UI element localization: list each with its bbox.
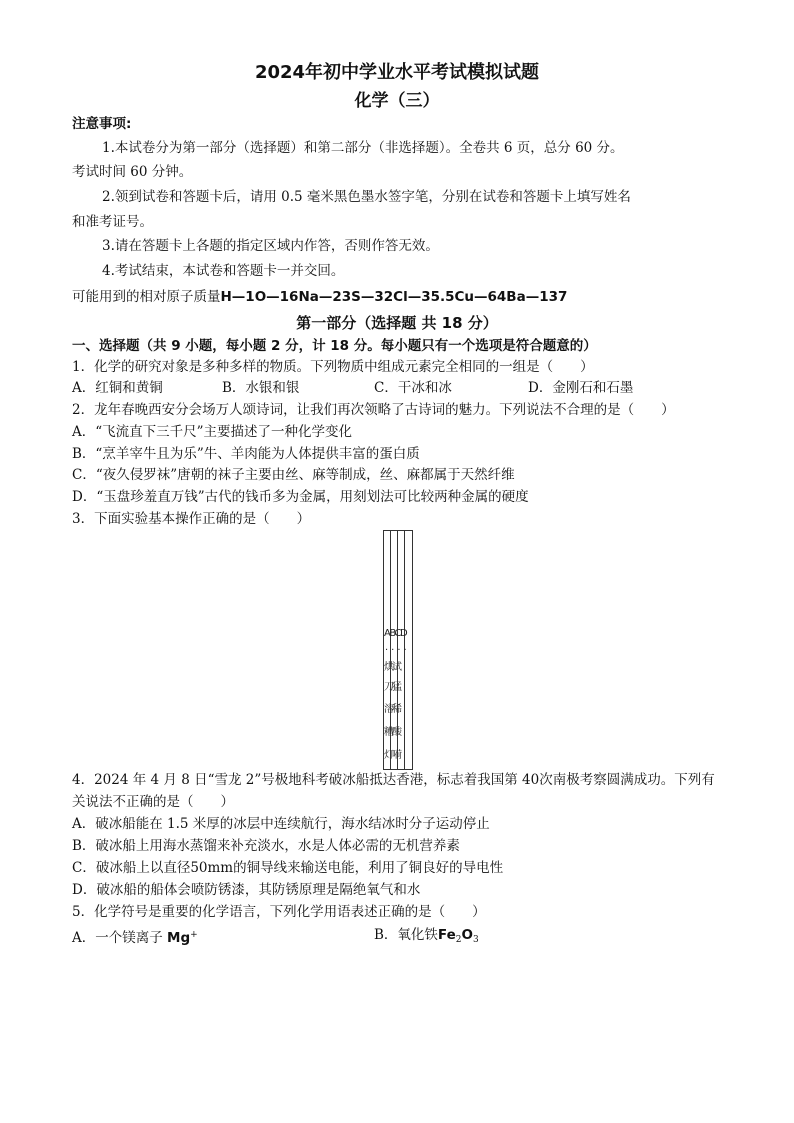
q5-option-a-text: A．一个镁离子 [72,930,168,946]
q4-option-b: B．破冰船上用海水蒸馏来补充淡水，水是人体必需的无机营养素 [72,838,460,854]
atomic-mass-line [72,286,567,308]
q2-option-c: C．“夜久侵罗袜”唐朝的袜子主要由丝、麻等制成，丝、麻都属于天然纤维 [72,467,515,483]
q2-option-a: A．“飞流直下三千尺”主要描述了一种化学变化 [72,424,353,440]
q3-table-row: 糟酸 [384,727,400,738]
q3-table-dots: .... [385,642,410,653]
q3-table-row: 溶稀 [384,704,400,715]
q2-option-b: B．“烹羊宰牛且为乐”牛、羊肉能为人体提供丰富的蛋白质 [72,446,420,462]
q5-option-a-charge: + [190,930,198,940]
atomic-mass-values: H—1O—16Na—23S—32Cl—35.5Cu—64Ba—137 [220,289,568,305]
exam-title: 2024年初中学业水平考试模拟试题 [254,62,540,83]
q5-option-b-formula-fe: Fe [437,927,456,943]
note-2: 2.领到试卷和答题卡后，请用 0.5 毫米黑色墨水签字笔，分别在试卷和答题卡上填写姓名 [102,189,631,205]
note-4: 4.考试结束，本试卷和答题卡一并交回。 [102,263,345,279]
note-3: 3.请在答题卡上各题的指定区域内作答，否则作答无效。 [102,238,439,254]
q4-option-c: C．破冰船上以直径50mm的铜导线来输送电能，利用了铜良好的导电性 [72,860,504,876]
q5-option-b-sub-1: 2 [455,935,462,945]
q1-option-d: D．金刚石和石墨 [528,380,634,396]
q2-stem: 2．龙年春晚西安分会场万人颂诗词，让我们再次领略了古诗词的魅力。下列说法不合理的是（ ） [72,402,675,418]
q5-option-a [72,924,198,949]
q5-option-b-formula-o: O [461,927,473,943]
q2-option-d: D．“玉盘珍羞直万钱”古代的钱币多为金属，用刻划法可比较两种金属的硬度 [72,489,529,505]
notes-heading: 注意事项: [72,116,132,132]
q5-option-b-text: B．氧化铁 [374,927,438,943]
note-1-cont: 考试时间 60 分钟。 [72,164,193,180]
q1-option-c: C．干冰和冰 [374,380,452,396]
q1-option-a: A．红铜和黄铜 [72,380,163,396]
q5-option-a-formula: Mg [167,930,191,946]
q5-option-b-sub-2: 3 [472,935,479,945]
q3-stem: 3．下面实验基本操作正确的是（ ） [72,511,311,527]
q3-table-row: 灯嗬 [384,750,400,761]
q5-option-b [374,924,479,951]
q1-option-b: B．水银和银 [222,380,300,396]
q3-table-row: 烘试 [384,662,400,673]
q1-stem: 1．化学的研究对象是多种多样的物质。下列物质中组成元素完全相同的一组是（ ） [72,359,594,375]
note-1: 1.本试卷分为第一部分（选择题）和第二部分（非选择题）。全卷共 6 页，总分 60 分。 [102,140,624,156]
exam-subtitle: 化学（三） [354,91,440,111]
q4-stem-line1: 4．2024 年 4 月 8 日“雪龙 2”号极地科考破冰船抵达香港，标志着我国第 40次南极考察圆满成功。下列有 [72,772,715,788]
q3-table-row: 刀猛 [384,682,400,693]
q4-option-a: A．破冰船能在 1.5 米厚的冰层中连续航行，海水结冰时分子运动停止 [72,816,490,832]
part1-heading: 第一部分（选择题 共 18 分） [296,314,498,332]
section-heading: 一、选择题（共 9 小题，每小题 2 分，计 18 分。每小题只有一个选项是符合题意的） [72,338,597,354]
q3-option-table [383,530,413,770]
q4-option-d: D．破冰船的船体会喷防锈漆，其防锈原理是隔绝氧气和水 [72,882,421,898]
note-2-cont: 和准考证号。 [72,214,153,230]
q3-table-letters: ABCD [384,628,407,639]
atomic-mass-label: 可能用到的相对原子质量 [72,289,221,305]
q5-stem: 5．化学符号是重要的化学语言，下列化学用语表述正确的是（ ） [72,904,486,920]
q4-stem-line2: 关说法不正确的是（ ） [72,794,234,810]
